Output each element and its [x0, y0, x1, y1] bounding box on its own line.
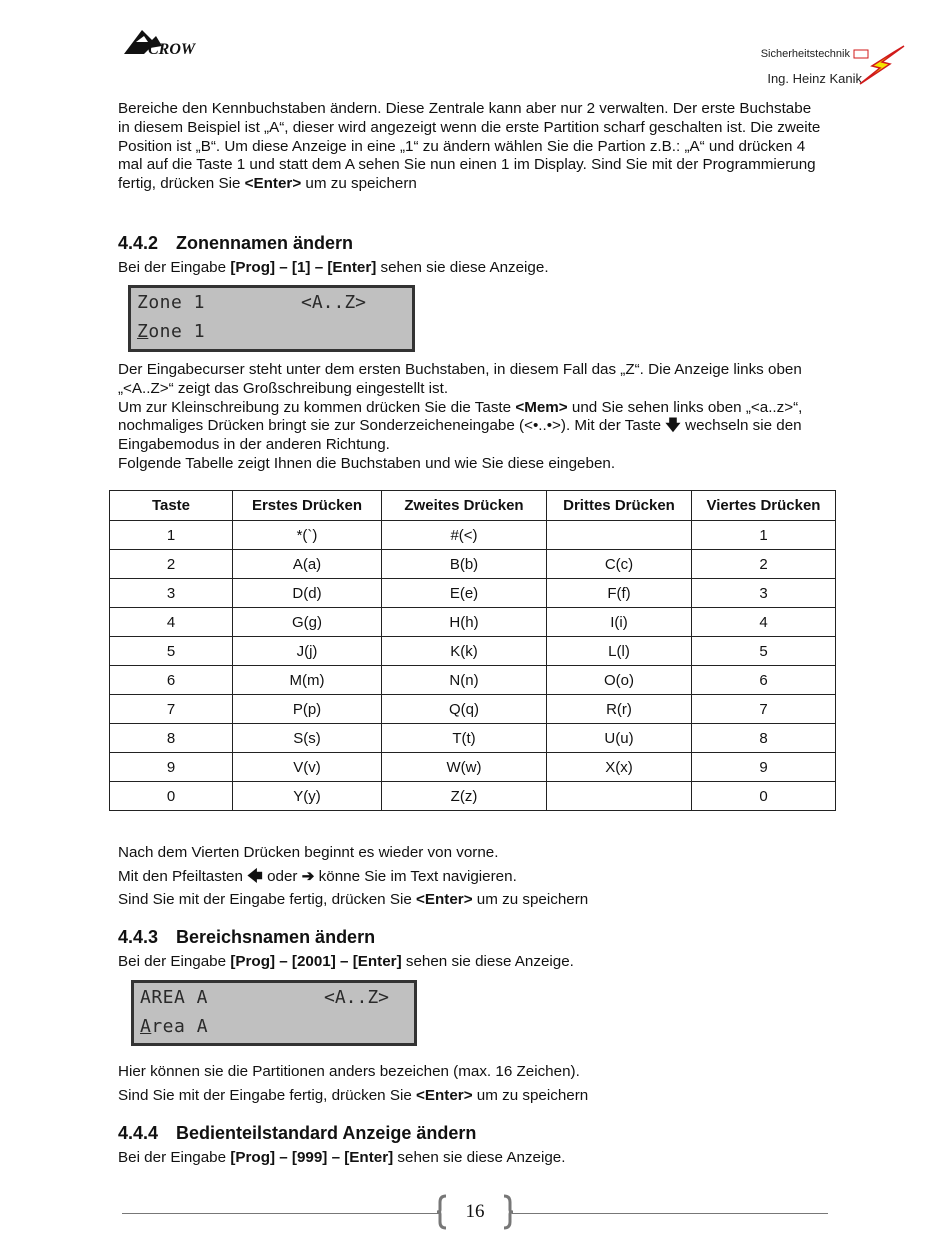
right-bracket-icon — [502, 1194, 514, 1230]
table-cell: X(x) — [547, 753, 692, 782]
arrow-down-icon: 🡇 — [665, 417, 681, 435]
table-cell: 0 — [692, 782, 836, 811]
footer-divider — [512, 1213, 828, 1214]
table-cell: O(o) — [547, 666, 692, 695]
text-fragment: um zu speichern — [472, 1086, 589, 1104]
section-4-4-4-intro — [118, 1149, 818, 1168]
table-cell: H(h) — [382, 608, 547, 637]
table-cell: 1 — [110, 521, 233, 550]
section-4-4-2-intro — [118, 259, 818, 278]
table-cell: 5 — [110, 637, 233, 666]
text-fragment: one 1 — [148, 321, 206, 342]
table-cell: 6 — [110, 666, 233, 695]
table-cell — [547, 782, 692, 811]
text-fragment: <Mem> — [515, 398, 568, 416]
table-cell: C(c) — [547, 550, 692, 579]
company-line-2: Ing. Heinz Kanik — [767, 71, 862, 86]
text-fragment: Bei der Eingabe — [118, 953, 231, 970]
table-cell: Y(y) — [233, 782, 382, 811]
table-cell: S(s) — [233, 724, 382, 753]
footer-divider — [122, 1213, 440, 1214]
arrow-right-icon: ➔ — [301, 867, 315, 885]
text-fragment: Hier können sie die Partitionen anders bezeichen (max. 16 Zeichen). — [118, 1063, 580, 1080]
text-fragment: 4.4.3 — [118, 927, 159, 947]
table-cell — [547, 521, 692, 550]
text-fragment: [Prog] – [999] – [Enter] — [230, 1149, 394, 1166]
lightning-bolt-icon — [846, 44, 910, 90]
page-footer — [122, 1194, 828, 1230]
text-fragment: Bereiche den Kennbuchstaben ändern. Diese Zentrale kann aber nur 2 verwalten. Der erste Buchstabe in diesem Beispiel ist „A“, dieser wird angezeigt wenn die erste Partition scharf geschalten ist. Die zweite Position ist „B“. Um diese Anzeige in eine „1“ zu ändern wählen Sie die Partion z.B.: „A“ und drücken 4 mal auf die Taste 1 und statt dem A sehen Sie nun einen 1 im Display. Sind Sie mit der Programmierung fertig, drücken Sie — [118, 100, 821, 193]
text-fragment: und Sie sehen links oben „<a..z>“, nochmaliges Drücken bringt sie zur Sonderzeicheneingabe (<•..•>). Mit der Taste — [118, 398, 803, 435]
page-number: 16 — [465, 1201, 485, 1222]
intro-paragraph — [118, 100, 823, 194]
table-cell: 4 — [692, 608, 836, 637]
text-fragment: wechseln sie den Eingabemodus in der anderen Richtung. — [118, 417, 802, 454]
section-heading-4-4-3 — [118, 926, 375, 948]
table-header: Viertes Drücken — [692, 491, 836, 521]
text-fragment: Sind Sie mit der Eingabe fertig, drücken Sie — [118, 891, 417, 908]
section-4-4-3-text — [118, 1060, 818, 1107]
arrow-left-icon: 🡄 — [247, 867, 263, 885]
table-cell: 9 — [110, 753, 233, 782]
section-4-4-2-text — [118, 361, 818, 474]
section-heading-4-4-2 — [118, 232, 353, 254]
table-row — [110, 608, 836, 637]
table-row — [110, 637, 836, 666]
text-fragment: Bei der Eingabe — [118, 1149, 231, 1166]
text-fragment: Folgende Tabelle zeigt Ihnen die Buchstaben und wie Sie diese eingeben. — [118, 454, 616, 472]
table-row — [110, 753, 836, 782]
table-cell: B(b) — [382, 550, 547, 579]
table-cell: 6 — [692, 666, 836, 695]
section-4-4-3-intro — [118, 953, 818, 972]
table-cell: 1 — [692, 521, 836, 550]
text-fragment: <A..Z> — [324, 987, 390, 1008]
table-cell: 7 — [692, 695, 836, 724]
table-cell: J(j) — [233, 637, 382, 666]
table-row — [110, 695, 836, 724]
company-line-1: Sicherheitstechnik — [760, 48, 850, 60]
table-header: Drittes Drücken — [547, 491, 692, 521]
text-fragment: Sind Sie mit der Eingabe fertig, drücken Sie — [118, 1086, 417, 1104]
text-fragment — [137, 321, 205, 342]
table-cell: Z(z) — [382, 782, 547, 811]
table-cell: R(r) — [547, 695, 692, 724]
text-fragment: Bereichsnamen ändern — [176, 927, 376, 947]
after-table-text — [118, 841, 818, 912]
text-fragment: könne Sie im Text navigieren. — [314, 867, 517, 885]
text-fragment: <Enter> — [416, 1086, 473, 1104]
company-header — [700, 44, 910, 90]
text-fragment: sehen sie diese Anzeige. — [393, 1149, 566, 1166]
table-cell: 2 — [110, 550, 233, 579]
table-cell: 7 — [110, 695, 233, 724]
table-cell: 8 — [110, 724, 233, 753]
table-cell: 8 — [692, 724, 836, 753]
input-cursor: A — [140, 1016, 152, 1037]
text-fragment: um zu speichern — [301, 175, 417, 193]
section-heading-4-4-4 — [118, 1122, 476, 1144]
table-cell: G(g) — [233, 608, 382, 637]
text-fragment: sehen sie diese Anzeige. — [376, 259, 549, 276]
text-fragment: Der Eingabecurser steht unter dem ersten Buchstaben, in diesem Fall das „Z“. Die Anzeige links oben „<A..Z>“ zeigt das Großschreibung eingestellt ist. — [118, 361, 802, 397]
table-cell: E(e) — [382, 579, 547, 608]
table-cell: W(w) — [382, 753, 547, 782]
table-cell: 3 — [692, 579, 836, 608]
table-cell: 9 — [692, 753, 836, 782]
table-cell: I(i) — [547, 608, 692, 637]
text-fragment: sehen sie diese Anzeige. — [401, 953, 574, 970]
table-row — [110, 521, 836, 550]
text-fragment: rea A — [151, 1016, 209, 1037]
table-cell: A(a) — [233, 550, 382, 579]
table-cell: #(<) — [382, 521, 547, 550]
text-fragment — [140, 1016, 208, 1037]
text-fragment: Zonennamen ändern — [176, 233, 354, 253]
table-cell: 5 — [692, 637, 836, 666]
text-fragment: [Prog] – [2001] – [Enter] — [230, 953, 402, 970]
text-fragment: Bei der Eingabe — [118, 259, 231, 276]
text-fragment: Zone 1 — [137, 292, 206, 313]
table-cell: D(d) — [233, 579, 382, 608]
text-fragment: Um zur Kleinschreibung zu kommen drücken Sie die Taste — [118, 398, 516, 416]
text-fragment: <A..Z> — [301, 292, 367, 313]
table-row — [110, 666, 836, 695]
table-cell: U(u) — [547, 724, 692, 753]
table-cell: N(n) — [382, 666, 547, 695]
table-header-row — [110, 491, 836, 521]
enter-key-label: <Enter> — [244, 175, 302, 193]
table-row — [110, 579, 836, 608]
table-cell: Q(q) — [382, 695, 547, 724]
text-fragment: <Enter> — [416, 891, 473, 908]
text-fragment: Nach dem Vierten Drücken beginnt es wieder von vorne. — [118, 844, 499, 861]
text-fragment: 4.4.2 — [118, 233, 159, 253]
table-header: Taste — [110, 491, 233, 521]
text-fragment: 4.4.4 — [118, 1123, 159, 1143]
character-table — [109, 490, 836, 811]
text-fragment: Bedienteilstandard Anzeige ändern — [176, 1123, 477, 1143]
input-cursor: Z — [137, 321, 149, 342]
table-cell: 0 — [110, 782, 233, 811]
text-fragment: [Prog] – [1] – [Enter] — [230, 259, 377, 276]
table-row — [110, 724, 836, 753]
table-cell: L(l) — [547, 637, 692, 666]
table-row — [110, 550, 836, 579]
table-cell: V(v) — [233, 753, 382, 782]
table-cell: 3 — [110, 579, 233, 608]
text-fragment: Mit den Pfeiltasten — [118, 867, 248, 885]
lcd-display-zone — [128, 285, 415, 352]
text-fragment: um zu speichern — [472, 891, 589, 908]
text-fragment: AREA A — [140, 987, 209, 1008]
table-header: Zweites Drücken — [382, 491, 547, 521]
table-cell: T(t) — [382, 724, 547, 753]
crow-logo — [122, 26, 204, 58]
table-cell: 4 — [110, 608, 233, 637]
table-cell: *(`) — [233, 521, 382, 550]
table-cell: K(k) — [382, 637, 547, 666]
table-cell: M(m) — [233, 666, 382, 695]
logo-text: CROW — [148, 41, 196, 58]
text-fragment: oder — [262, 867, 302, 885]
lcd-display-area — [131, 980, 417, 1046]
table-cell: P(p) — [233, 695, 382, 724]
table-row — [110, 782, 836, 811]
table-cell: F(f) — [547, 579, 692, 608]
table-cell: 2 — [692, 550, 836, 579]
table-header: Erstes Drücken — [233, 491, 382, 521]
